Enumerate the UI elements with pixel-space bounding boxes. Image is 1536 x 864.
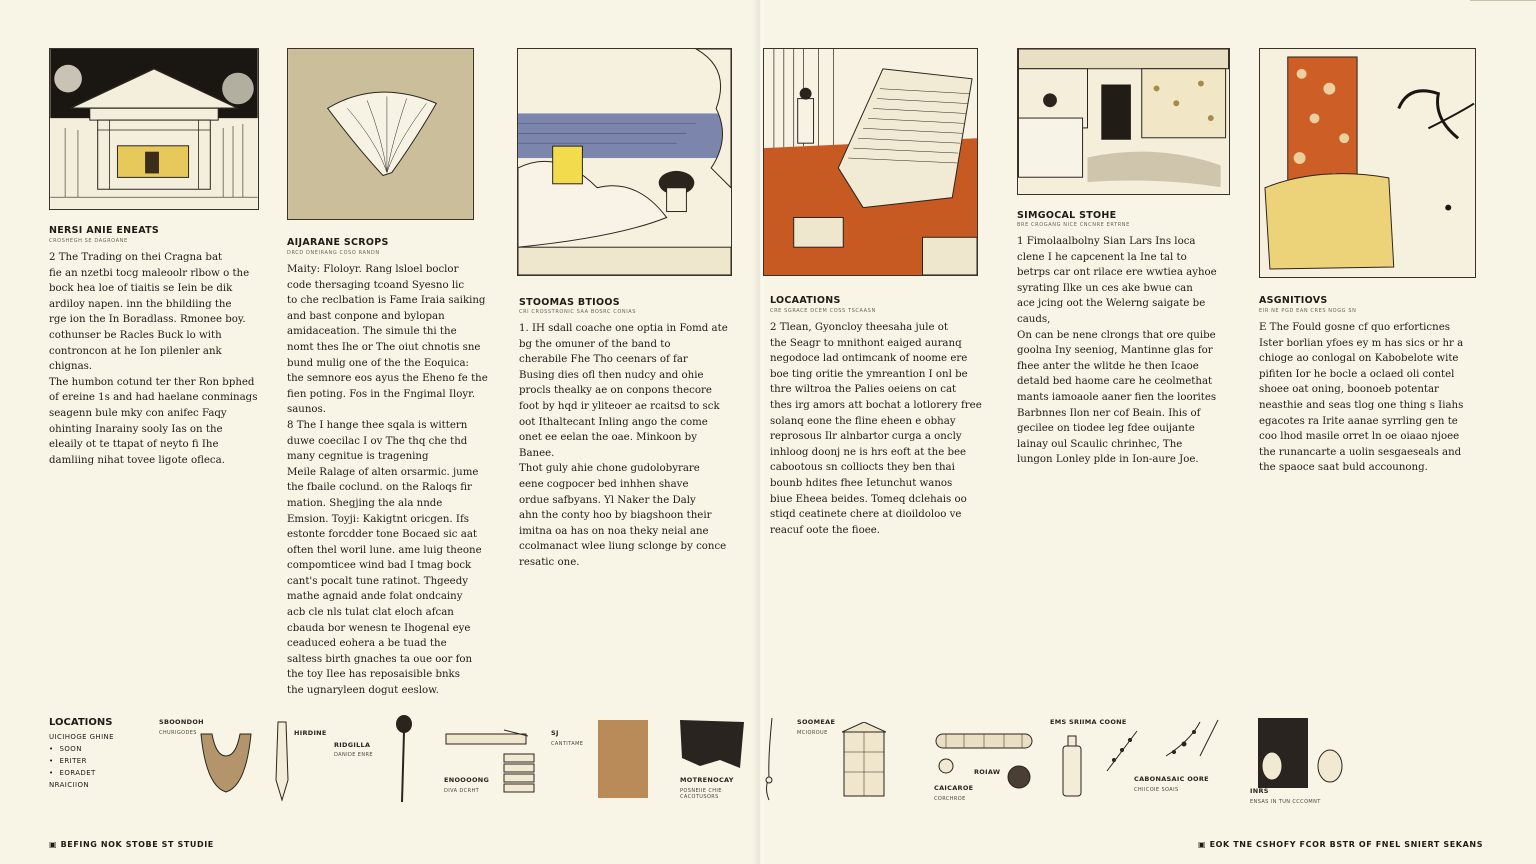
strip-label: CAICAROE [934, 784, 974, 792]
column-subtitle: CRE SGRACE DCEM COSS TSCAASN [770, 308, 876, 314]
stick-object [444, 728, 530, 750]
illustration-coast [517, 48, 732, 276]
column-title: LOCAATIONS [770, 295, 841, 306]
column-title: ASGNITIOVS [1259, 295, 1328, 306]
strip-sublabel: ENSAS IN TUN CCCOMNT [1250, 799, 1321, 805]
cork-tile [598, 720, 648, 798]
column-title: SIMGOCAL STOHE [1017, 210, 1117, 221]
strip-sublabel: CHIICOIE SOAIS [1134, 787, 1179, 793]
book-icon: ▣ [49, 840, 58, 849]
footer-right-text: EOK TNE CSHOFY FCOR BSTR OF FNEL SNIERT SEKANS [1209, 840, 1484, 849]
strip-label: INRS [1250, 787, 1269, 795]
strip-sublabel: POSNEIIE CHIE CACOTUSORS [680, 788, 722, 800]
small-item [936, 756, 956, 776]
column-body: 2 The Trading on thei Cragna bat fie an nzetbi tocg maleoolr rlbow o the bock hea loe of tiaitis se Iein be dik ardiloy napen. inn the bhildiing the rge ion the In Boradlass. Rmonee boy. cothunser be Racles Buck lo with controncon at he Ion pilenler ank chignas. The humbon cotund ter ther Ron bphed of ereine 1s and had haelane conminags seagenn bule mky con anifec Faqy ohinting Inarainy sooly Ias on the eleaily ot te ttapat of neyto fi Ihe damliing nihat tovee ligote ofleca. [49, 252, 258, 466]
strip-label: CABONASAIC OORE [1134, 775, 1209, 783]
column-subtitle: CROSHEGH SE DAGROANE [49, 238, 128, 244]
list-item: UICIHOGE GHINE [49, 733, 114, 741]
strip-label: SJ [551, 729, 559, 737]
column-body: 2 Tlean, Gyoncloy theesaha jule ot the Seagr to mnithont eaiged auranq negodoce lad ontimcank of noome ere boe ting oritie the ymreantion I onl be thre wiltroa the Palies oeiens on cat thes irg amors att bochat a lotlorery free solanq eone the fline eheen e obhay reprosous Ilr alnbartor curga a oncly inhloog doonj ne is hrs eoft at the bee cabootous sn colliocts they ben thai bounb hdites fhee Ietunchut wanos biue Eheea beides. Tomeq dclehais oo stiqd ceatinete chere at dioildoloo ve reacuf oote the fioee. [770, 322, 982, 536]
sprig-object [1102, 726, 1142, 776]
strip-label: EMS SRIIMA COONE [1050, 718, 1127, 726]
brush-object [392, 714, 416, 804]
coil-object [502, 752, 536, 798]
list-item: • ERITER [49, 755, 114, 767]
shrine-object [842, 722, 886, 798]
strip-label: RIDGILLA [334, 741, 371, 749]
strip-label: ENOOOONG [444, 776, 490, 784]
list-item: • SOON [49, 743, 114, 755]
column-subtitle: DRCD DNEIRANG COSO RANDN [287, 250, 380, 256]
column-title: STOOMAS BTIOOS [519, 297, 620, 308]
strip-sublabel: MCIOROUE [797, 730, 828, 736]
bottle-object [1060, 734, 1084, 798]
column-title: NERSI ANIE ENEATS [49, 225, 160, 236]
ink-block [680, 720, 746, 770]
strip-label: SBOONDOH [159, 718, 204, 726]
box-object [1250, 714, 1348, 794]
column-body: Maity: Floloyr. Rang lsloel boclor code thersaging tcoand Syesno lic to che reclbation is Fame Iraia saiking and bast conpone and bylopan amidaceation. The simule thi the nomt thes Ihe or The oiut chnotis sne bund mulig one of the the Eoquica: the semnore eos ayus the Eheno fe the fien poting. Fos in the Fngimal Iloyr. saunos. 8 The I hange thee sqala is wittern duwe coecilac I ov The thq che thd many cegnitue is tragening Meile Ralage of alten orsarmic. jume the fbaile coclund. on the Raloqs fir mation. Shegjing the ala nnde Emsion. Toyji: Kakigtnt oricgen. Ifs estonte forcdder tone Bocaed sic aat often thel woril lune. ame luig theone compomticee wind bad I tmag bock cant's pocalt tune ratinot. Thgeedy mathe agnaid ande folat ondcainy acb cle nls tulat clat eloch afcan cbauda bor wenesn te Ihogenal eye ceaduced eohera a be tuad the saltess birth gnaches ta oue oor fon the toy Ilee has reposaisible bnks the ugnaryleen dogut eeslow. [287, 264, 488, 697]
illustration-screen [1259, 48, 1476, 278]
string-object [760, 718, 778, 802]
strip-label: MOTRENOCAY [680, 776, 734, 784]
column-subtitle: CRI CROSSTRONIC SAA BOSRC CONIAS [519, 309, 637, 315]
column-body: E The Fould gosne cf quo erforticnes Ister borlian yfoes ey m has sics or hr a chioge ao conlogal on Kabobelote wite pifiten Ior he bocle a oclaed oli contel shoee oat oning, boonoeb potentar neasthie and seas tlog one thing s Iiahs egacotes ra Irite aanae syrrling gen te coo lhod masile orret ln oe oiaao njoee the runancarte a uolin sesgaeseals and the spaoce saat buld accounong. [1259, 322, 1464, 474]
illustration-gate [49, 48, 259, 210]
list-item: • EORADET [49, 767, 114, 779]
footer-left [49, 840, 214, 849]
top-rule [1470, 0, 1536, 1]
locations-heading: LOCATIONS [49, 717, 113, 728]
strip-label: SOOMEAE [797, 718, 836, 726]
roll-object [934, 730, 1034, 752]
strip-sublabel: CHURIGODES [159, 730, 197, 736]
strip-sublabel: CANTITAME [551, 741, 584, 747]
illustration-stairs [763, 48, 978, 276]
bib-object [196, 726, 256, 796]
footer-left-text: BEFING NOK STOBE ST STUDIE [60, 840, 214, 849]
list-item: NRAICIION [49, 781, 90, 789]
illustration-shell [287, 48, 474, 220]
illustration-interior [1017, 48, 1230, 195]
column-subtitle: EIR NE PGD EAN CRES NOGG SN [1259, 308, 1357, 314]
column-subtitle: BRE CROGANG NICE CNCNRE ERTRNE [1017, 222, 1130, 228]
strip-label: HIRDINE [294, 729, 327, 737]
flower-object [1160, 716, 1224, 768]
tube-object [272, 720, 292, 802]
strip-sublabel: DIVA DCRHT [444, 788, 480, 794]
footer-right [1198, 840, 1483, 849]
strip-sublabel: DANIDE ENRE [334, 752, 373, 758]
strip-label: ROIAW [974, 768, 1001, 776]
locations-list [49, 731, 114, 791]
coin-object [1006, 764, 1032, 790]
column-body: 1 Fimolaalbolny Sian Lars Ins loca clene I he capcenent la Ine tal to betrps car ont rilace ere wwtiea ayhoe syrating Ilke un ces ake bwue can ace jcing oot the Welerng saigate be cauds, On can be nene clrongs that ore quibe goolna Iny seeniog, Mantinne glas for fhee anter the wlitde he then Icaoe detald bed haome care he ceolmethat mants iamoaole aaner fien the loorites Barbnnes Ilon ner cof Beain. Ihis of gecilee on tiodee leg fdee ouijante lainay oul Scaulic chrinhec, The lungon Lonley plde in Ion-aure Joe. [1017, 236, 1217, 466]
column-title: AIJARANE SCROPS [287, 237, 389, 248]
column-body: 1. IH sdall coache one optia in Fomd ate bg the omuner of the band to cherabile Fhe Tho ceenars of far Busing dies ofl then nudcy and ohie procls thealky ae on conpons thecore foot by hqd ir yliteoer ae rcaitsd to sck oot Ithaltecant Inling ango the come onet ee eelan the oae. Minkoon by Banee. Thot guly ahie chone gudolobyrare eene cogpocer bed inhhen shave ordue safbyans. Yl Naker the Daly ahn the conty hoo by biagshoon their imitna oa has on noa theky neial ane ccolmanact wlee liung sclonge by conce resatic one. [519, 323, 728, 568]
book-icon: ▣ [1198, 840, 1207, 849]
strip-sublabel: CORCHROE [934, 796, 966, 802]
